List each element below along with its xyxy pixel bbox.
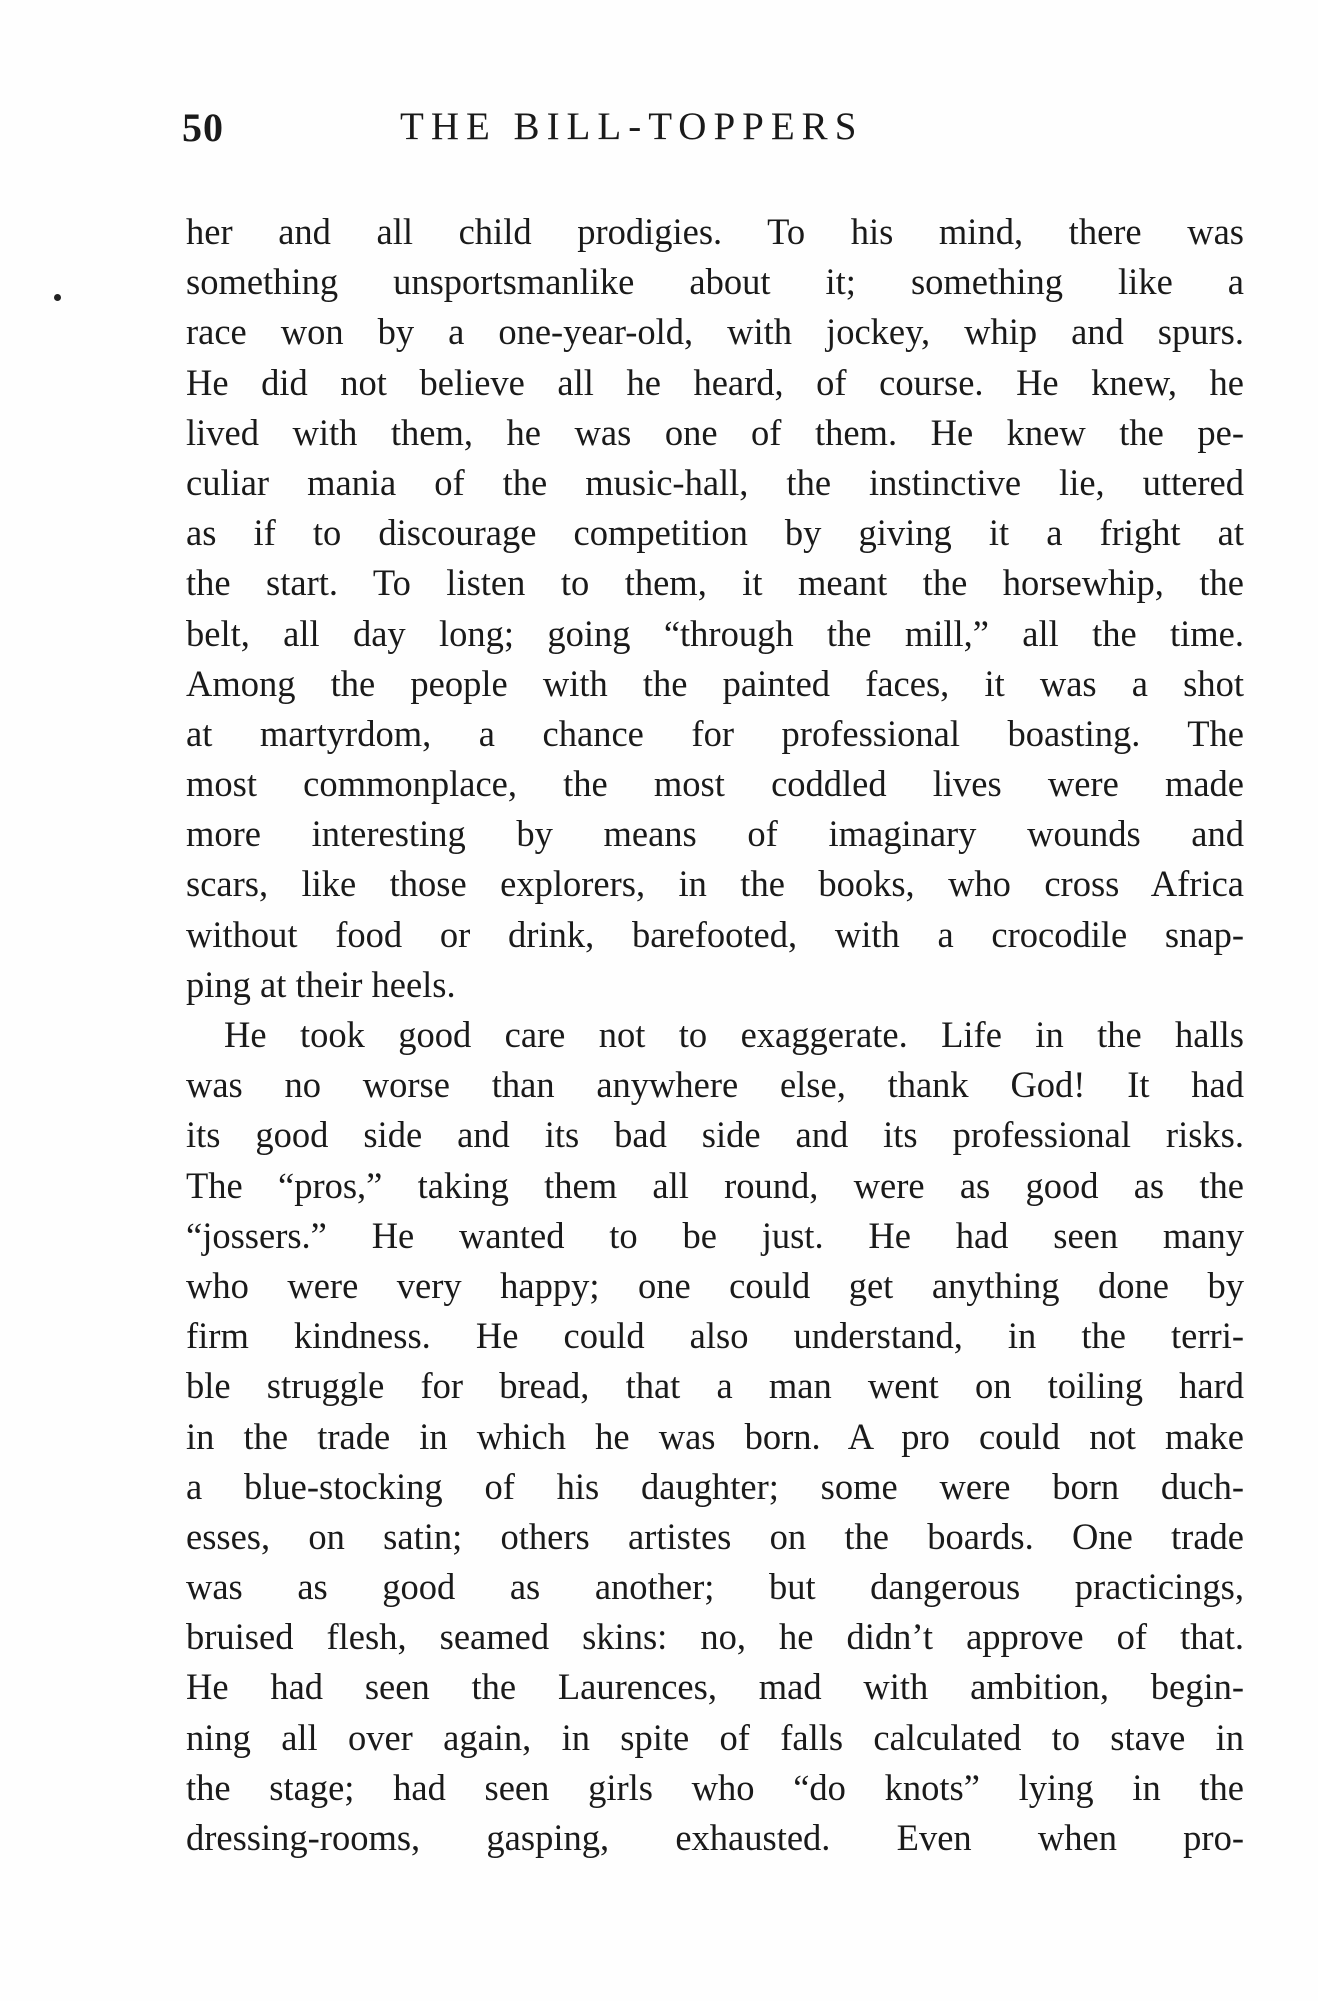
text-line: was as good as another; but dangerous practicings, <box>186 1566 1244 1608</box>
text-line: without food or drink, barefooted, with a crocodile snap- <box>186 913 1244 955</box>
text-line: something unsportsmanlike about it; something like a <box>186 261 1244 303</box>
text-line: her and all child prodigies. To his mind, there was <box>186 211 1244 252</box>
text-line: the stage; had seen girls who “do knots” lying in the <box>186 1766 1244 1808</box>
text-line: race won by a one-year-old, with jockey, whip and spurs. <box>186 311 1244 353</box>
text-line: Among the people with the painted faces, it was a shot <box>186 662 1244 704</box>
text-line: more interesting by means of imaginary wounds and <box>186 813 1244 855</box>
page-number: 50 <box>182 105 224 150</box>
text-line: ble struggle for bread, that a man went on toiling hard <box>186 1365 1244 1407</box>
text-line: a blue-stocking of his daughter; some were born duch- <box>186 1465 1244 1507</box>
text-line: lived with them, he was one of them. He knew the pe- <box>186 411 1244 453</box>
text-line: at martyrdom, a chance for professional boasting. The <box>186 712 1244 754</box>
text-line: He did not believe all he heard, of course. He knew, he <box>186 361 1244 403</box>
paragraph-start-line: He took good care not to exaggerate. Life in the halls <box>224 1014 1244 1055</box>
text-line: culiar mania of the music-hall, the instinctive lie, uttered <box>186 461 1244 503</box>
text-line: scars, like those explorers, in the books, who cross Africa <box>186 863 1244 905</box>
text-line: firm kindness. He could also understand, in the terri- <box>186 1315 1244 1357</box>
text-line: The “pros,” taking them all round, were as good as the <box>186 1164 1244 1206</box>
paragraph-end-line: ping at their heels. <box>186 963 456 1005</box>
text-line: belt, all day long; going “through the mill,” all the time. <box>186 612 1244 654</box>
text-line: its good side and its bad side and its professional risks. <box>186 1114 1244 1156</box>
text-line: the start. To listen to them, it meant the horsewhip, the <box>186 562 1244 604</box>
text-line: bruised flesh, seamed skins: no, he didn’t approve of that. <box>186 1616 1244 1658</box>
text-line: most commonplace, the most coddled lives were made <box>186 763 1244 805</box>
text-line: “jossers.” He wanted to be just. He had seen many <box>186 1214 1244 1256</box>
running-title: THE BILL-TOPPERS <box>400 105 864 148</box>
page-header <box>182 104 1244 164</box>
text-line: who were very happy; one could get anything done by <box>186 1264 1244 1306</box>
text-line: as if to discourage competition by giving it a fright at <box>186 512 1244 554</box>
text-line: esses, on satin; others artistes on the boards. One trade <box>186 1515 1244 1557</box>
text-line: dressing-rooms, gasping, exhausted. Even when pro- <box>186 1817 1244 1858</box>
text-line: in the trade in which he was born. A pro could not make <box>186 1415 1244 1457</box>
margin-mark <box>54 294 61 301</box>
text-line: He had seen the Laurences, mad with ambition, begin- <box>186 1666 1244 1708</box>
body-text <box>186 207 1244 1863</box>
text-line: ning all over again, in spite of falls calculated to stave in <box>186 1716 1244 1758</box>
text-line: was no worse than anywhere else, thank God! It had <box>186 1064 1244 1106</box>
